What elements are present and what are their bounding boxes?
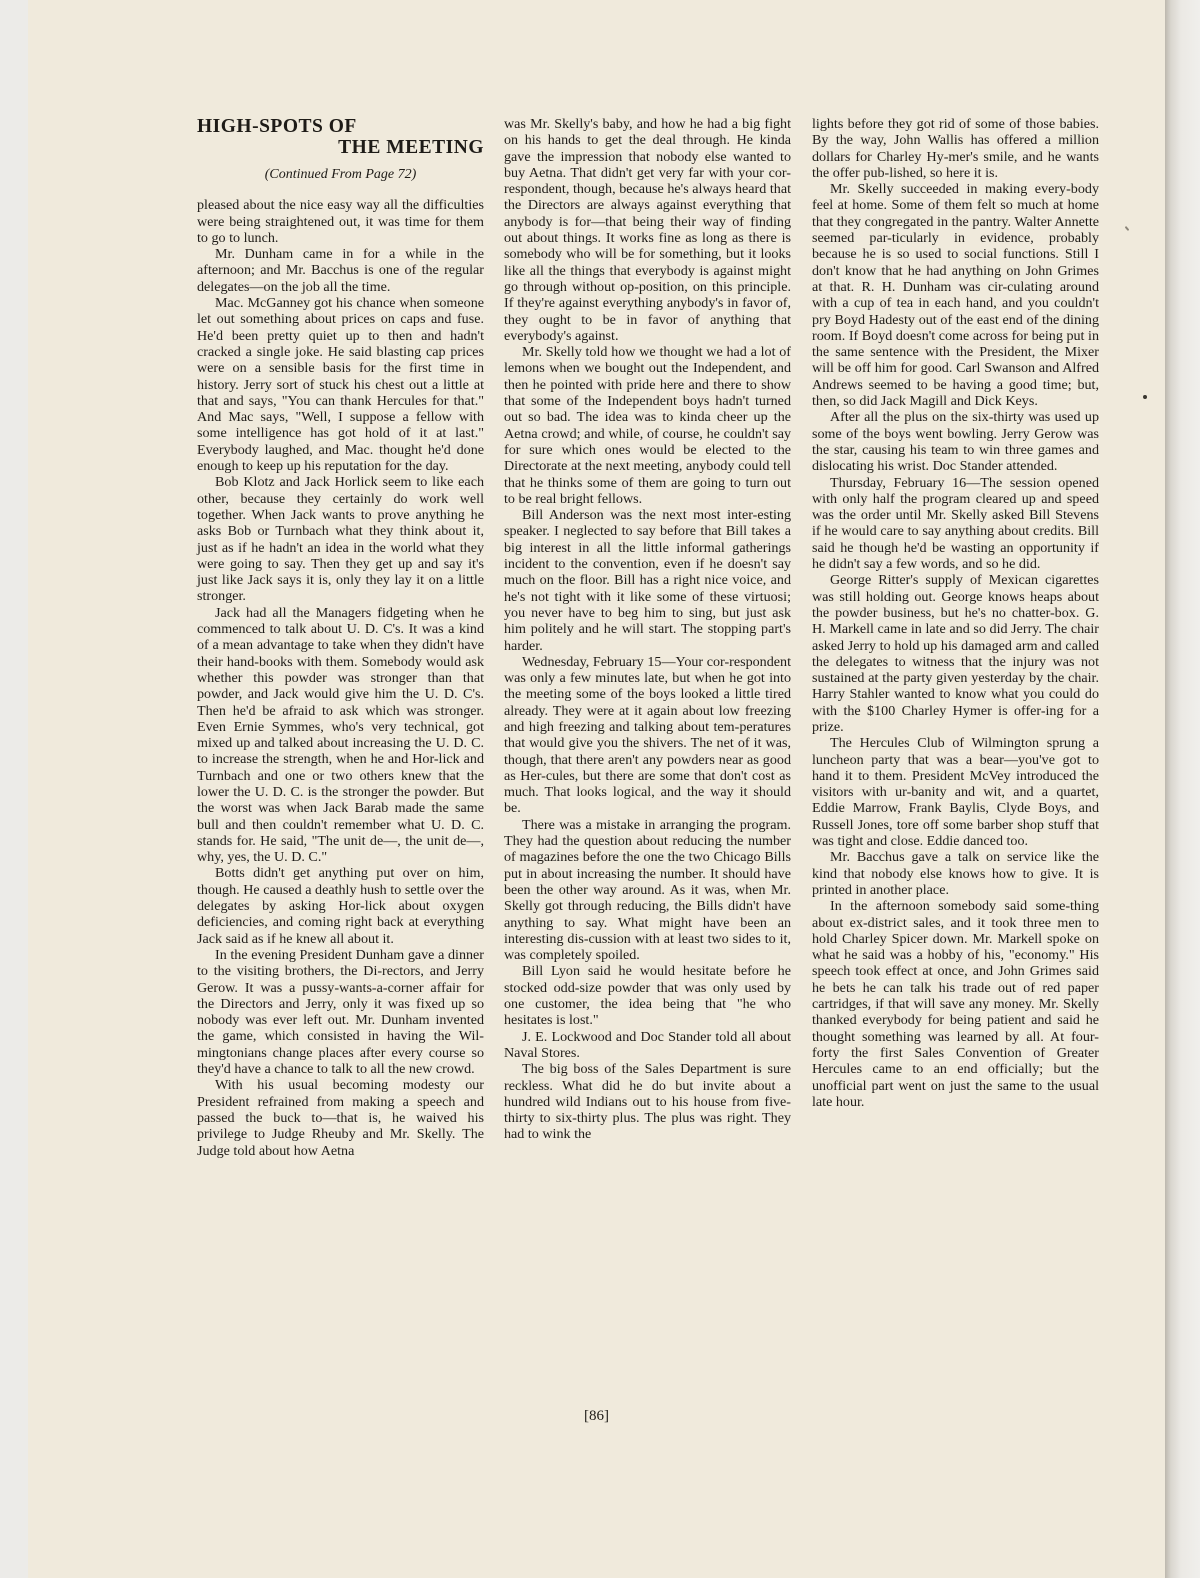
paragraph: was Mr. Skelly's baby, and how he had a big fight on his hands to get the deal through. He kinda gave the impression that nobody else wanted to buy Aetna. That didn't get very far with your cor-respondent, though, because he's always heard that the Directors are always against everything that anybody is for—that being their way of finding out about things. It works fine as long as there is somebody who will be for something, but it looks like all the things that everybody is against might go through without op-position, on this principle. If they're against everything anybody's in favor of, they ought to be in favor of anything that everybody's against. bbox=[504, 116, 791, 344]
paragraph: lights before they got rid of some of those babies. By the way, John Wallis has offered a million dollars for Charley Hy-mer's smile, and he wants the offer pub-lished, so here it is. bbox=[812, 116, 1099, 181]
paragraph: Mr. Skelly succeeded in making every-body feel at home. Some of them felt so much at home that they congregated in the pantry. Walter Annette seemed par-ticularly in evidence, probably because he is so used to social functions. Still I don't know that he had anything on John Grimes at that. R. H. Dunham was cir-culating around with a cup of tea in each hand, and you couldn't pry Boyd Hadesty out of the east end of the dining room. If Boyd doesn't come across for being put in the same sentence with the President, the Mixer will be off him for good. Carl Swanson and Alfred Andrews seemed to be having a good time; but, then, so did Jack Magill and Dick Keys. bbox=[812, 181, 1099, 410]
page-number: [86] bbox=[584, 1408, 609, 1424]
page-gutter-shadow bbox=[1165, 0, 1200, 1578]
paragraph: pleased about the nice easy way all the difficulties were being straightened out, it was time for them to go to lunch. bbox=[197, 197, 484, 246]
print-speck bbox=[1143, 395, 1147, 399]
paragraph: Mac. McGanney got his chance when someone let out something about prices on caps and fuse. He'd been pretty quiet up to then and hadn't cracked a single joke. He said blasting cap prices were on a sensible basis for the first time in history. Jerry sort of stuck his chest out a little at that and says, "You can thank Hercules for that." And Mac says, "Well, I suppose a fellow with some intelligence has got hold of it at last." Everybody laughed, and Mac. thought he'd done enough to keep up his reputation for the day. bbox=[197, 295, 484, 475]
heading-line-2: THE MEETING bbox=[338, 137, 484, 158]
text-column-1 bbox=[197, 116, 484, 1159]
paragraph: Botts didn't get anything put over on him, though. He caused a deathly hush to settle over the delegates by asking Hor-lick about oxygen deficiencies, and coming right back at everything Jack said as if he knew all about it. bbox=[197, 865, 484, 947]
paragraph: Mr. Skelly told how we thought we had a lot of lemons when we bought out the Independent, and then he pointed with pride here and there to show that some of the Independent boys hadn't turned out so bad. The idea was to kinda cheer up the Aetna crowd; and while, of course, he couldn't say for sure which ones would be elected to the Directorate at the next meeting, anybody could tell that he thinks some of them are going to turn out to be real bright fellows. bbox=[504, 344, 791, 507]
paragraph: George Ritter's supply of Mexican cigarettes was still holding out. George knows heaps about the powder business, but he's no chatter-box. G. H. Markell came in late and so did Jerry. The chair asked Jerry to hold up his damaged arm and called the delegates to witness that the injury was not sustained at the party given yesterday by the chair. Harry Stahler wanted to know what you could do with the $100 Charley Hymer is offer-ing for a prize. bbox=[812, 572, 1099, 735]
text-column-2 bbox=[504, 116, 791, 1143]
paragraph: In the evening President Dunham gave a dinner to the visiting brothers, the Di-rectors, and Jerry Gerow. It was a pussy-wants-a-corner affair for the Directors and Jerry, only it was fixed up so nobody was ever left out. Mr. Dunham invented the game, which consisted in having the Wil-mingtonians change places after every course so they'd have a chance to talk to all the new crowd. bbox=[197, 946, 484, 1078]
paragraph: Bill Anderson was the next most inter-esting speaker. I neglected to say before that Bill takes a big interest in all the little informal gatherings incident to the convention, even if he doesn't say much on the floor. Bill has a right nice voice, and he's not tight with it like some of these virtuosi; you never have to beg him to sing, but just ask him politely and he will start. The stopping part's harder. bbox=[504, 507, 791, 654]
paragraph: In the afternoon somebody said some-thing about ex-district sales, and it took three men to hold Charley Spicer down. Mr. Markell spoke on what he said was a hobby of his, "economy." His speech took effect at once, and John Grimes said he bets he can talk his trade out of red paper cartridges, if that will save any money. Mr. Skelly thanked everybody for being patient and said he thought something was learned by all. At four-forty the first Sales Convention of Greater Hercules came to an end officially; but the unofficial part went on just the same to the usual late hour. bbox=[812, 898, 1099, 1110]
paragraph: After all the plus on the six-thirty was used up some of the boys went bowling. Jerry Gerow was the star, causing his team to win three games and dislocating his wrist. Doc Stander attended. bbox=[812, 409, 1099, 475]
continued-note: (Continued From Page 72) bbox=[264, 167, 417, 182]
paragraph: The Hercules Club of Wilmington sprung a luncheon party that was a bear—you've got to hand it to them. President McVey introduced the visitors with ur-banity and wit, and a quartet, Eddie Marrow, Frank Baylis, Clyde Boys, and Russell Jones, tore off some barber shop stuff that was tight and close. Eddie danced too. bbox=[812, 735, 1099, 850]
paragraph: Wednesday, February 15—Your cor-respondent was only a few minutes late, but when he got into the meeting some of the boys looked a little tired already. They were at it again about low freezing and high freezing and talking about tem-peratures that would give you the shivers. The net of it was, though, that there aren't any powders near as good as Her-cules, but there are some that don't cost as much. That looks logical, and the way it should be. bbox=[504, 653, 791, 817]
heading-line-1: HIGH-SPOTS OF bbox=[197, 116, 357, 137]
paragraph: There was a mistake in arranging the program. They had the question about reducing the number of magazines before the one the two Chicago Bills put in about increasing the number. It should have been the other way around. As it was, when Mr. Skelly got through reducing, the Bills didn't have anything to say. What might have been an interesting dis-cussion with at least two sides to it, was completely spoiled. bbox=[504, 816, 791, 964]
paragraph: With his usual becoming modesty our President refrained from making a speech and passed the buck to—that is, he waived his privilege to Judge Rheuby and Mr. Skelly. The Judge told about how Aetna bbox=[197, 1077, 484, 1159]
paragraph: The big boss of the Sales Department is sure reckless. What did he do but invite about a hundred wild Indians out to his house from five-thirty to six-thirty plus. The plus was right. They had to wink the bbox=[504, 1061, 791, 1143]
scan-left-margin bbox=[0, 0, 28, 1578]
magazine-page bbox=[28, 0, 1166, 1578]
text-column-3 bbox=[812, 116, 1099, 1110]
print-speck bbox=[1125, 226, 1130, 231]
paragraph: Bill Lyon said he would hesitate before he stocked odd-size powder that was only used by one customer, the idea being that "he who hesitates is lost." bbox=[504, 963, 791, 1029]
article-heading bbox=[197, 116, 484, 158]
paragraph: Thursday, February 16—The session opened with only half the program cleared up and speed was the order until Mr. Skelly asked Bill Stevens if he would care to say anything about credits. Bill said he though he'd be wasting an opportunity if he didn't say a few words, and so he did. bbox=[812, 474, 1099, 573]
paragraph: J. E. Lockwood and Doc Stander told all about Naval Stores. bbox=[504, 1028, 791, 1061]
paragraph: Bob Klotz and Jack Horlick seem to like each other, because they certainly do work well together. When Jack wants to prove anything he asks Bob or Turnbach what they think about it, just as if he hadn't an idea in the world what they were going to say. Then they get up and say it's just like Jack says it is, only they lay it on a little stronger. bbox=[197, 474, 484, 605]
paragraph: Mr. Bacchus gave a talk on service like the kind that nobody else knows how to give. It is printed in another place. bbox=[812, 849, 1099, 898]
paragraph: Jack had all the Managers fidgeting when he commenced to talk about U. D. C's. It was a kind of a mean advantage to take when they didn't have their hand-books with them. Somebody would ask whether this powder was stronger than that powder, and Jack would give him the U. D. C's. Then he'd be afraid to ask which was stronger. Even Ernie Symmes, who's very technical, got mixed up and talked about increasing the U. D. C. to increase the strength, when he and Hor-lick and Turnbach and one or two others knew that the lower the U. D. C. is the stronger the powder. But the worst was when Jack Barab made the same bull and then couldn't remember what U. D. C. stands for. He said, "The unit de—, the unit de—, why, yes, the U. D. C." bbox=[197, 604, 484, 866]
paragraph: Mr. Dunham came in for a while in the afternoon; and Mr. Bacchus is one of the regular delegates—on the job all the time. bbox=[197, 246, 484, 295]
